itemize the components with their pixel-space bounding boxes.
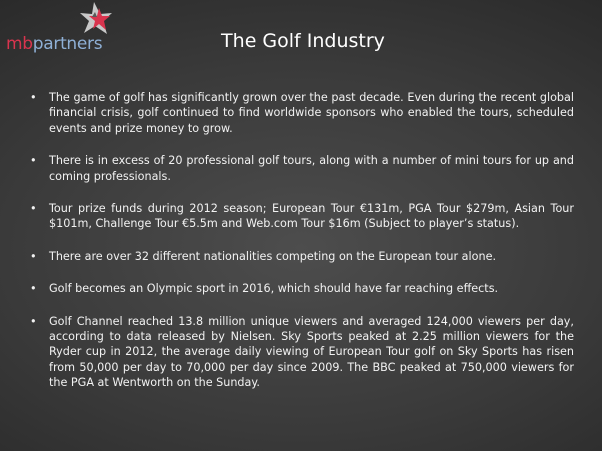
bullet-item [30,90,574,136]
bullet-text: There are over 32 different nationalities competing on the European tour alone. [49,249,497,263]
bullet-item [30,281,574,296]
bullet-text: Golf Channel reached 13.8 million unique viewers and averaged 124,000 viewers per day, according to data released by Nielsen. Sky Sports peaked at 2.25 million viewers for the Ryder cup in 2012, the average daily viewing of European Tour golf on Sky Sports has risen from 50,000 per day to 70,000 per day since 2009. The BBC peaked at 750,000 viewers for the PGA at Wentworth on the Sunday. [49,314,574,390]
bullet-dot: • [30,91,37,104]
bullet-text: The game of golf has significantly grown over the past decade. Even during the recent global financial crisis, golf continued to find worldwide sponsors who enabled the tours, scheduled events and prize money to grow. [49,91,574,135]
bullet-item [30,201,574,232]
bullet-item [30,314,574,391]
bullet-dot: • [30,314,37,328]
bullet-item [30,153,574,184]
bullet-dot: • [30,282,37,296]
bullet-text: Tour prize funds during 2012 season; European Tour €131m, PGA Tour $279m, Asian Tour $101m, Challenge Tour €5.5m and Web.com Tour $16m (Subject to player’s status). [49,202,574,231]
bullet-dot: • [30,202,37,216]
logo-mb-text: mb [6,34,33,54]
bullet-dot: • [30,154,37,168]
logo-partners-text: partners [32,34,103,54]
bullet-dot: • [30,249,37,263]
bullet-text: There is in excess of 20 professional golf tours, along with a number of mini tours for up and coming professionals. [49,154,574,183]
bullet-text: Golf becomes an Olympic sport in 2016, which should have far reaching effects. [49,282,499,296]
bullet-list [30,90,574,408]
slide-title: The Golf Industry [221,30,385,52]
bullet-item [30,249,574,264]
